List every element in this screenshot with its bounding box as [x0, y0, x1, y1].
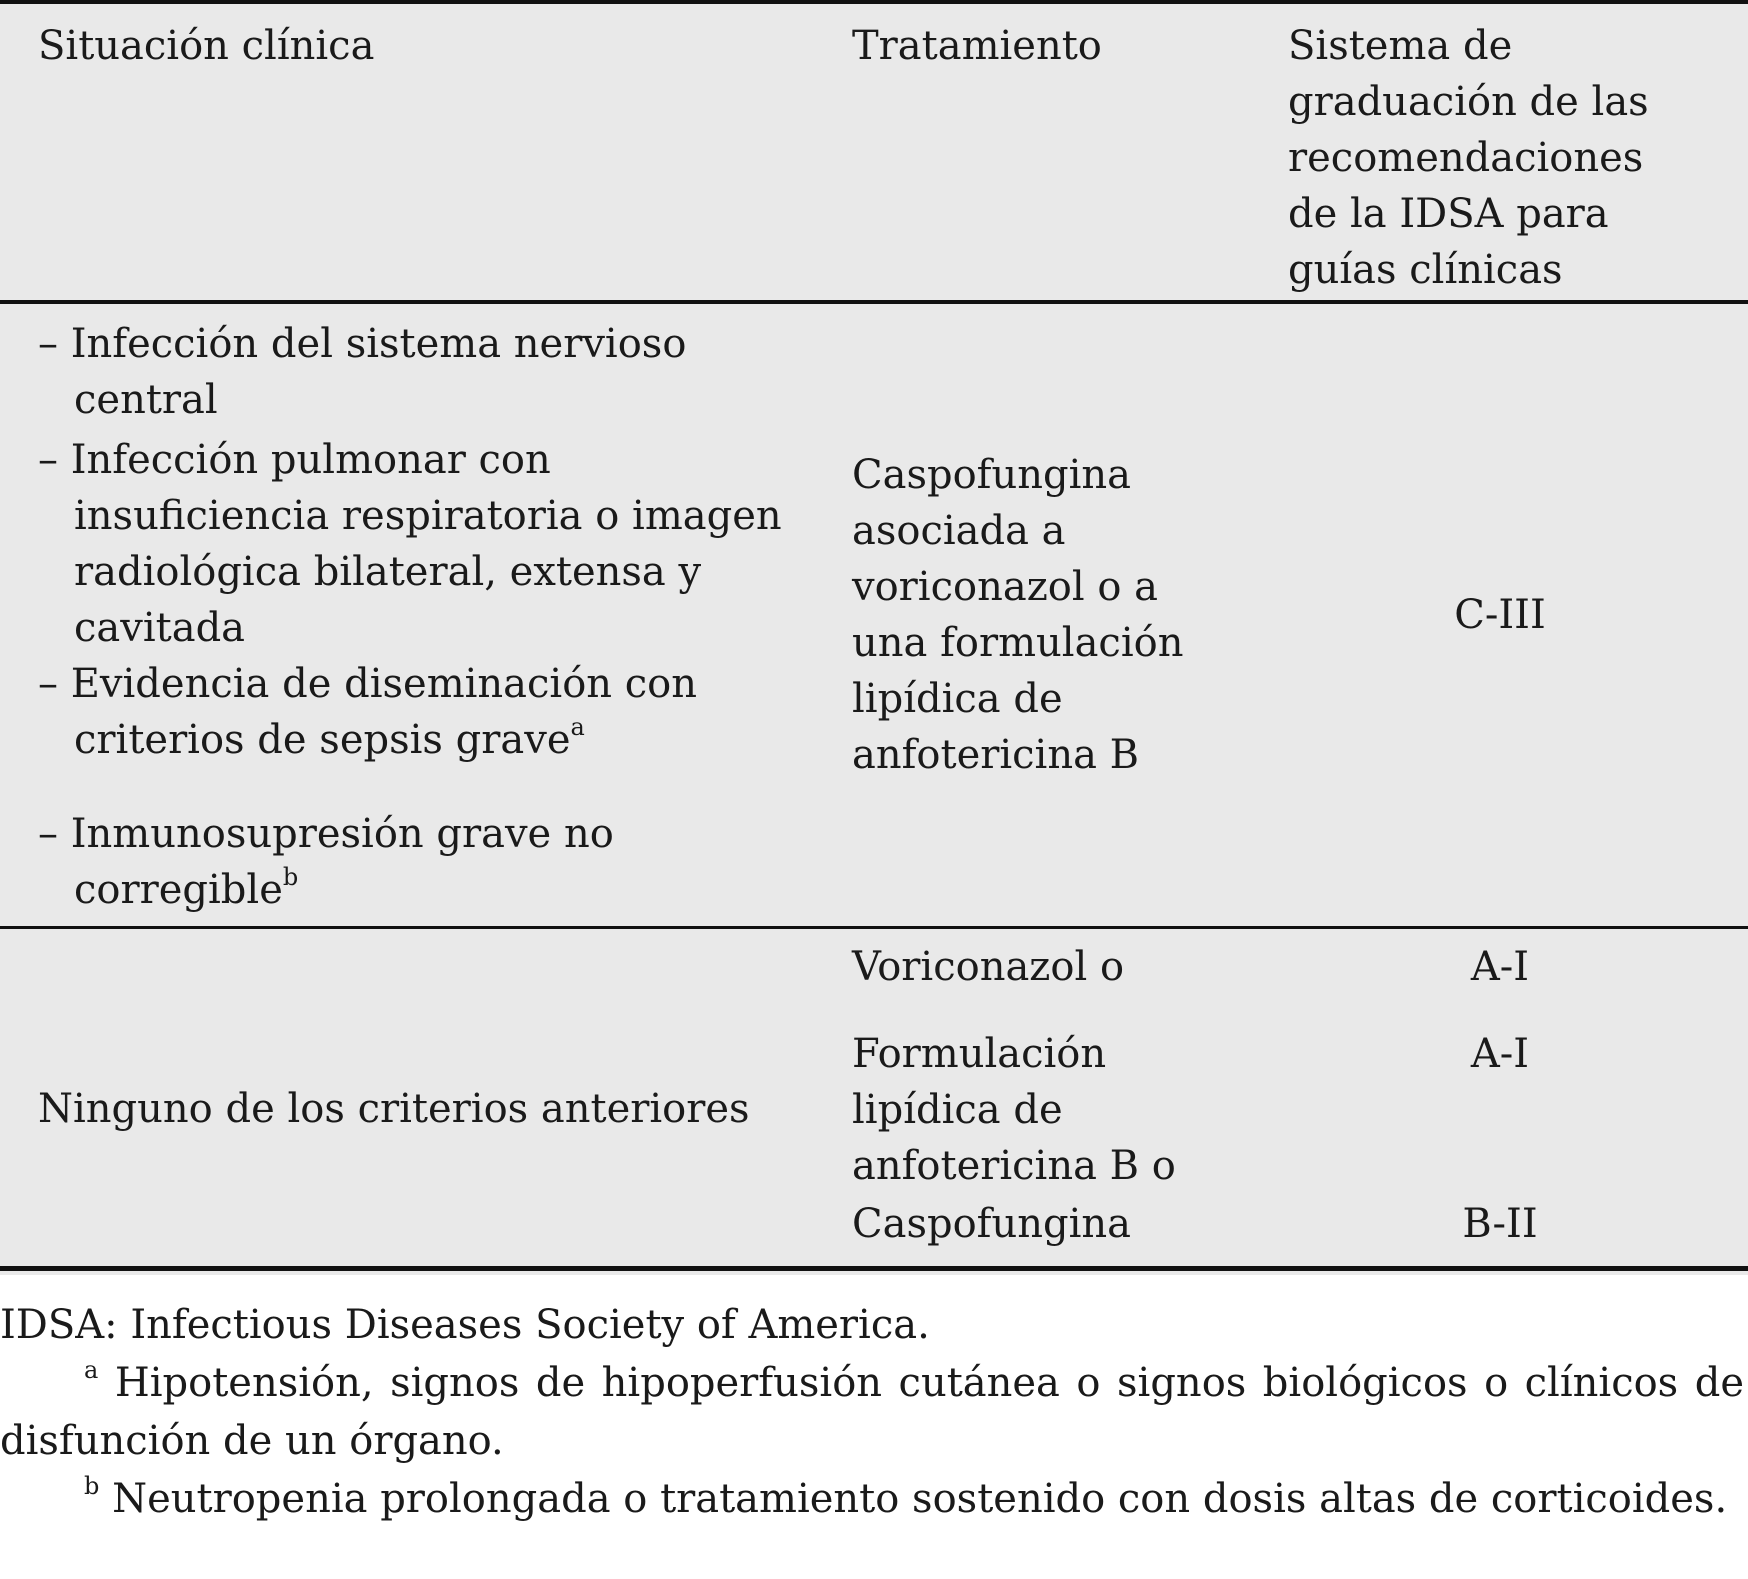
- footnote-a: [0, 1354, 1744, 1470]
- header-tratamiento: Tratamiento: [852, 23, 1102, 69]
- footnote-b-mark: b: [84, 1472, 100, 1500]
- row2-grade: A-I: [1470, 1031, 1530, 1077]
- header-sistema-line: de la IDSA para: [1288, 191, 1609, 237]
- row2-grade: B-II: [1462, 1201, 1538, 1247]
- footnote-a-mark: a: [84, 1356, 99, 1384]
- footnote-idsa: IDSA: Infectious Diseases Society of America.: [0, 1302, 930, 1348]
- header-sistema-line: graduación de las: [1288, 79, 1649, 125]
- treatment-line: voriconazol o a: [852, 564, 1158, 610]
- criterion-line: radiológica bilateral, extensa y: [74, 549, 702, 595]
- treatment-line: una formulación: [852, 620, 1184, 666]
- criterion-line: insuficiencia respiratoria o imagen: [74, 493, 782, 539]
- criterion-line: – Inmunosupresión grave no: [38, 811, 614, 857]
- row2-grade: A-I: [1470, 944, 1530, 990]
- criterion-line: – Evidencia de diseminación con: [38, 661, 698, 707]
- criterion-text: corregible: [74, 867, 283, 913]
- header-bottom-rule: [0, 300, 1748, 304]
- header-sistema-line: Sistema de: [1288, 23, 1513, 69]
- criterion-line: central: [74, 377, 218, 423]
- footnote-b: [0, 1470, 1744, 1528]
- footnote-ref-a: a: [570, 713, 585, 741]
- table-top-rule: [0, 0, 1748, 4]
- table-bottom-rule: [0, 1266, 1748, 1271]
- criterion-line-with-note: [74, 712, 585, 768]
- header-situacion: Situación clínica: [38, 23, 375, 69]
- header-sistema-line: recomendaciones: [1288, 135, 1644, 181]
- footnote-a-text: Hipotensión, signos de hipoperfusión cutánea o signos biológicos o clínicos de disfunción de un órgano.: [0, 1360, 1744, 1464]
- criterion-line-with-note: [74, 862, 298, 918]
- criterion-text: criterios de sepsis grave: [74, 717, 571, 763]
- row1-grade: C-III: [1454, 592, 1546, 638]
- criterion-line: – Infección del sistema nervioso: [38, 321, 687, 367]
- treatment-line: lipídica de: [852, 676, 1063, 722]
- row2-treatment-line: Caspofungina: [852, 1201, 1132, 1247]
- row2-situation: Ninguno de los criterios anteriores: [38, 1086, 750, 1132]
- footnote-ref-b: b: [282, 863, 299, 891]
- row2-treatment-line: Voriconazol o: [852, 944, 1125, 990]
- footnote-b-text: Neutropenia prolongada o tratamiento sostenido con dosis altas de corticoides.: [112, 1476, 1728, 1522]
- header-sistema-line: guías clínicas: [1288, 247, 1563, 293]
- criterion-line: cavitada: [74, 605, 246, 651]
- row2-treatment-line: anfotericina B o: [852, 1143, 1176, 1189]
- row2-treatment-line: lipídica de: [852, 1087, 1063, 1133]
- treatment-line: Caspofungina: [852, 452, 1132, 498]
- treatment-line: asociada a: [852, 508, 1066, 554]
- criterion-line: – Infección pulmonar con: [38, 437, 551, 483]
- treatment-line: anfotericina B: [852, 732, 1140, 778]
- row2-treatment-line: Formulación: [852, 1031, 1107, 1077]
- row-separator-rule: [0, 926, 1748, 929]
